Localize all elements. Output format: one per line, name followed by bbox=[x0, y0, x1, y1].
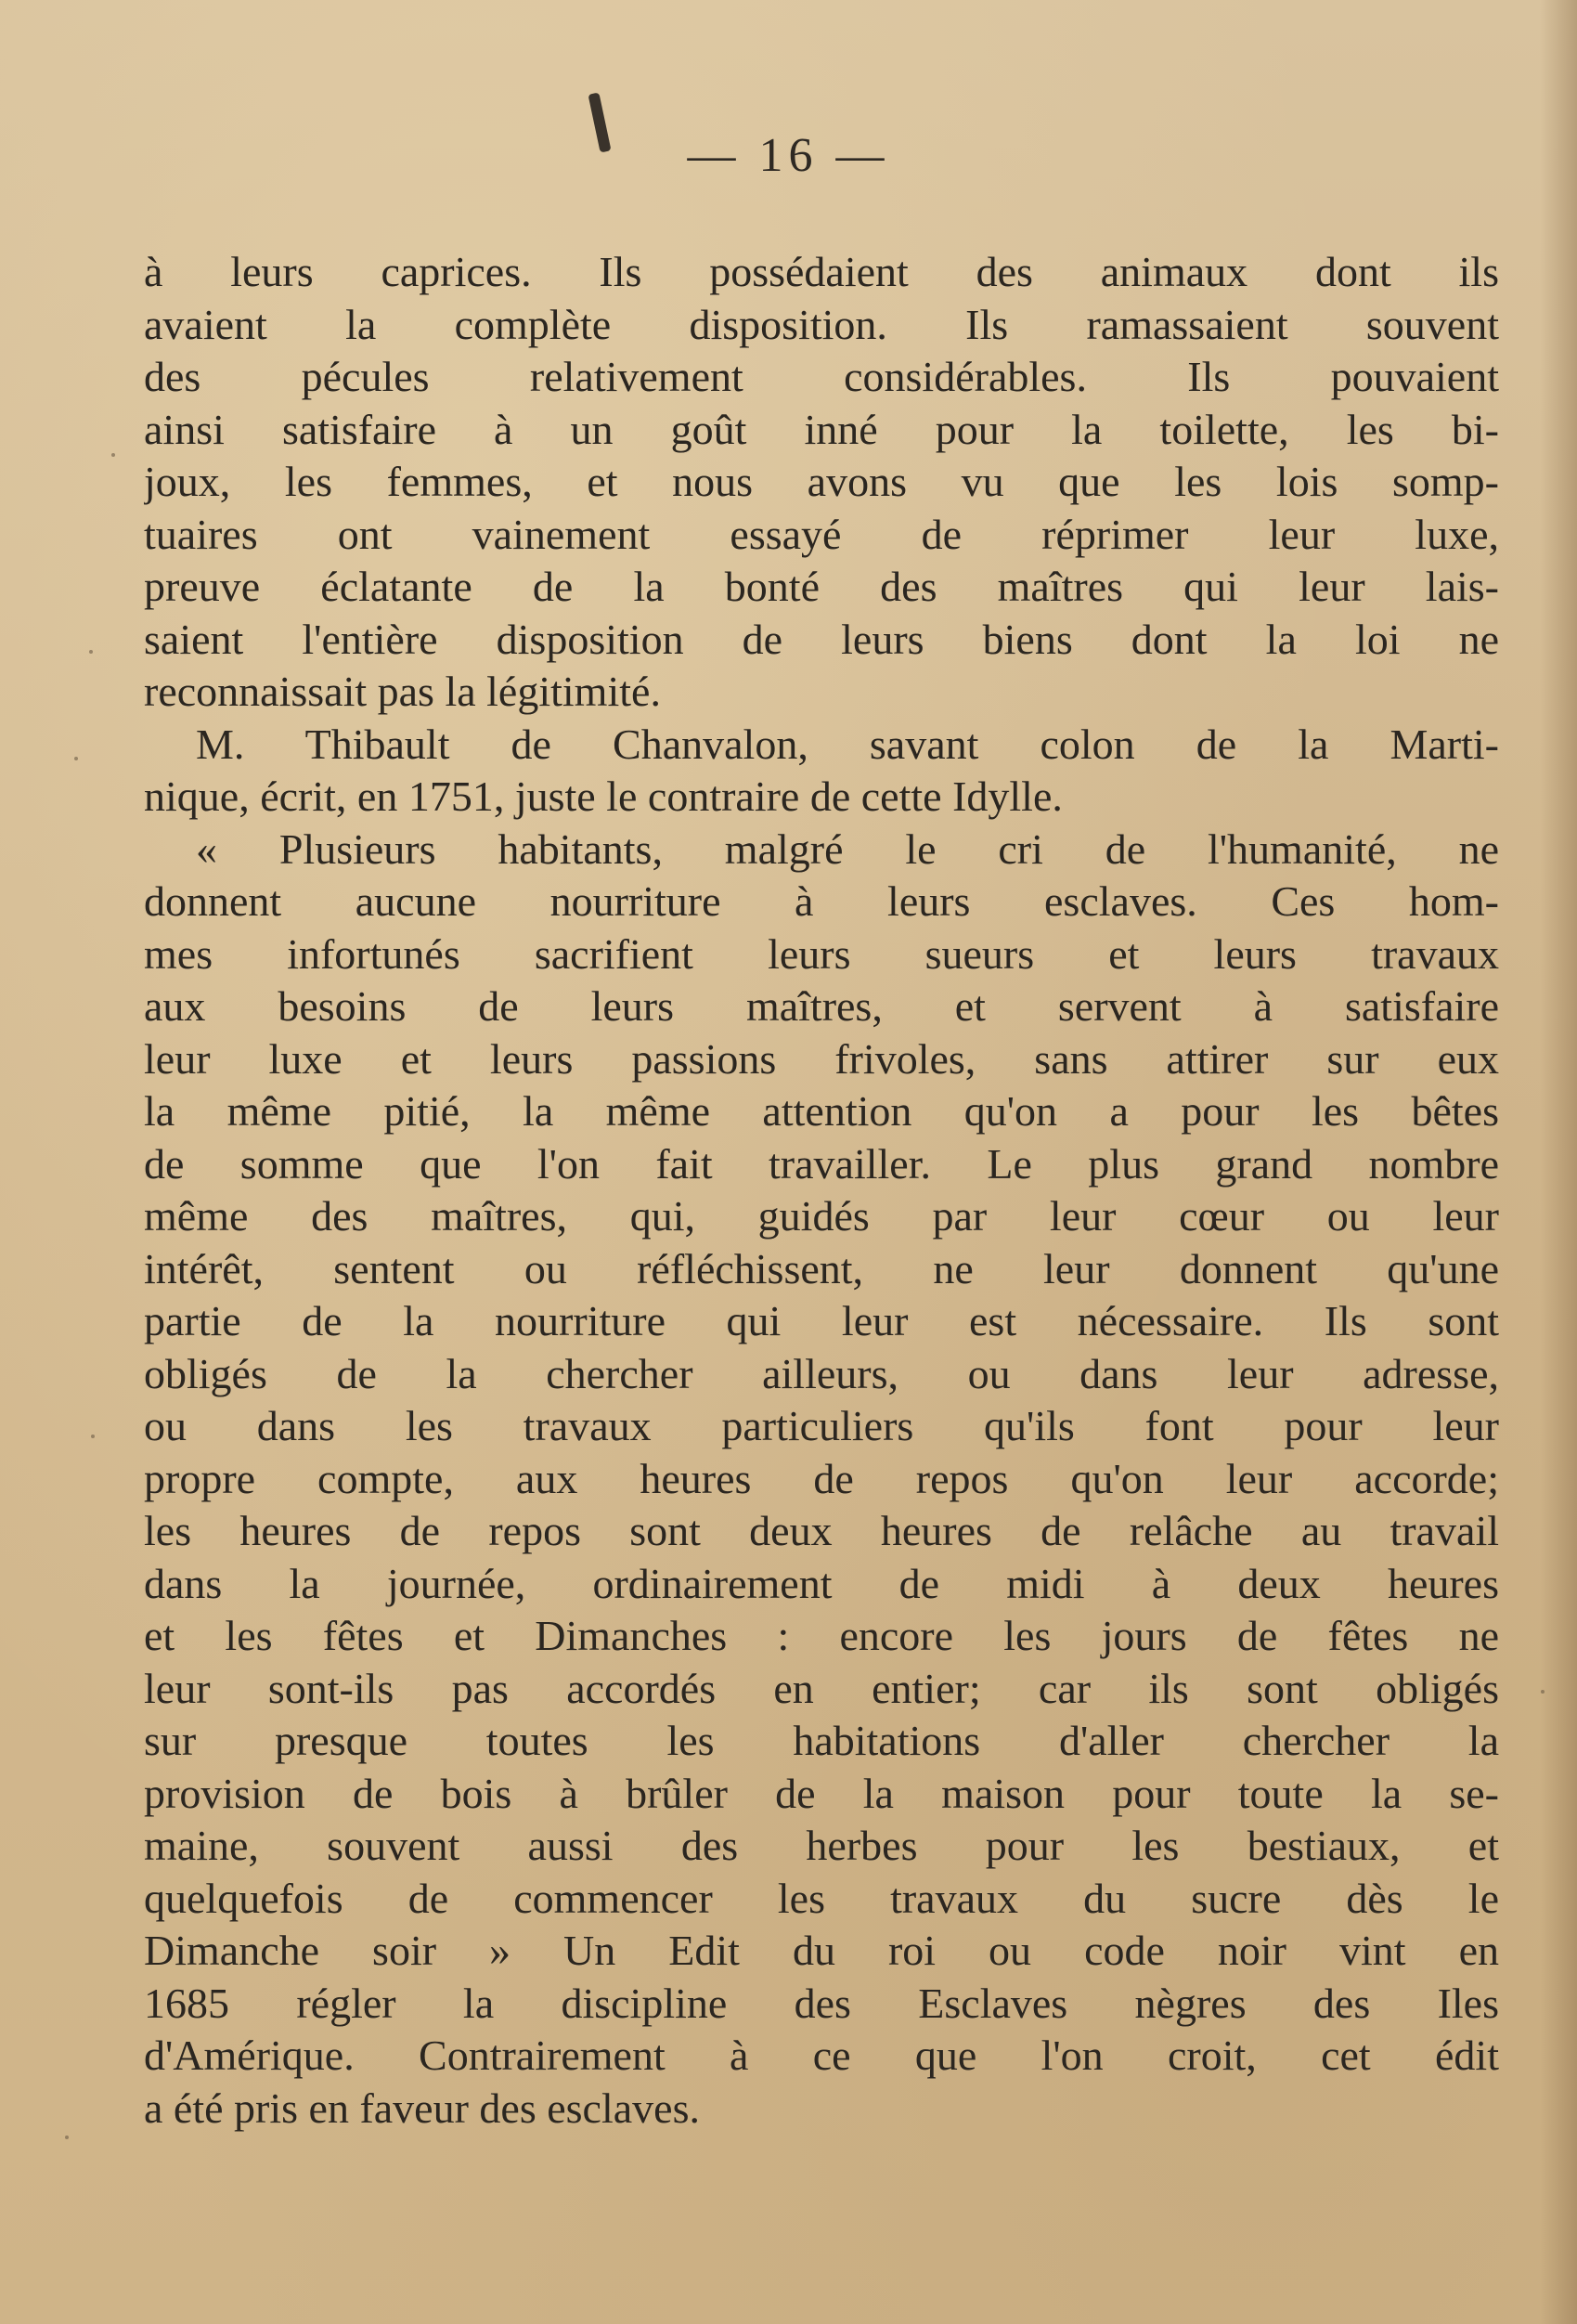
text-line: Dimanche soir » Un Edit du roi ou code noir vint en bbox=[144, 1927, 1499, 1974]
text-line: et les fêtes et Dimanches : encore les jours de fêtes ne bbox=[144, 1612, 1499, 1659]
text-line: saient l'entière disposition de leurs biens dont la loi ne bbox=[144, 615, 1499, 663]
text-line: partie de la nourriture qui leur est nécessaire. Ils sont bbox=[144, 1297, 1499, 1344]
text-line: aux besoins de leurs maîtres, et servent à satisfaire bbox=[144, 982, 1499, 1030]
text-line: donnent aucune nourriture à leurs esclaves. Ces hom- bbox=[144, 877, 1499, 925]
text-line: joux, les femmes, et nous avons vu que les lois somp- bbox=[144, 458, 1499, 505]
paper-speck bbox=[1541, 1690, 1545, 1694]
text-line: à leurs caprices. Ils possédaient des animaux dont ils bbox=[144, 248, 1499, 295]
text-line: leur sont-ils pas accordés en entier; car ils sont obligés bbox=[144, 1664, 1499, 1712]
text-line: avaient la complète disposition. Ils ramassaient souvent bbox=[144, 300, 1499, 348]
text-line: des pécules relativement considérables. Ils pouvaient bbox=[144, 353, 1499, 400]
text-line: sur presque toutes les habitations d'aller chercher la bbox=[144, 1717, 1499, 1764]
text-line: les heures de repos sont deux heures de relâche au travail bbox=[144, 1507, 1499, 1554]
text-line: de somme que l'on fait travailler. Le plus grand nombre bbox=[144, 1139, 1499, 1188]
body-text bbox=[144, 246, 1499, 2135]
paper-speck bbox=[65, 2136, 69, 2139]
text-line: ainsi satisfaire à un goût inné pour la toilette, les bi- bbox=[144, 405, 1499, 453]
text-line: leur luxe et leurs passions frivoles, sans attirer sur eux bbox=[144, 1034, 1499, 1083]
text-line: tuaires ont vainement essayé de réprimer leur luxe, bbox=[144, 510, 1499, 558]
text-line: reconnaissait pas la légitimité. bbox=[144, 668, 661, 715]
text-line: intérêt, sentent ou réfléchissent, ne leur donnent qu'une bbox=[144, 1244, 1499, 1292]
text-line: quelquefois de commencer les travaux du sucre dès le bbox=[144, 1874, 1499, 1922]
page-edge-shadow bbox=[1540, 0, 1577, 2324]
text-line: « Plusieurs habitants, malgré le cri de l'humanité, ne bbox=[196, 824, 1499, 873]
text-line: ou dans les travaux particuliers qu'ils font pour leur bbox=[144, 1402, 1499, 1449]
text-line: d'Amérique. Contrairement à ce que l'on croit, cet édit bbox=[144, 2032, 1499, 2079]
text-line: a été pris en faveur des esclaves. bbox=[144, 2084, 700, 2132]
text-line: 1685 régler la discipline des Esclaves nègres des Iles bbox=[144, 1979, 1499, 2027]
text-line: même des maîtres, qui, guidés par leur cœur ou leur bbox=[144, 1192, 1499, 1240]
text-line: la même pitié, la même attention qu'on a pour les bêtes bbox=[144, 1087, 1499, 1135]
paper-speck bbox=[89, 650, 93, 654]
text-line: preuve éclatante de la bonté des maîtres qui leur lais- bbox=[144, 563, 1499, 610]
text-line: mes infortunés sacrifient leurs sueurs et leurs travaux bbox=[144, 929, 1499, 978]
paper-speck bbox=[91, 1435, 95, 1438]
paper-speck bbox=[111, 453, 115, 457]
text-line: dans la journée, ordinairement de midi à deux heures bbox=[144, 1559, 1499, 1607]
text-line: maine, souvent aussi des herbes pour les bestiaux, et bbox=[144, 1822, 1499, 1869]
text-line: propre compte, aux heures de repos qu'on leur accorde; bbox=[144, 1454, 1499, 1502]
text-line: provision de bois à brûler de la maison pour toute la se- bbox=[144, 1769, 1499, 1817]
text-line: nique, écrit, en 1751, juste le contraire de cette Idylle. bbox=[144, 773, 1063, 820]
paper-speck bbox=[74, 757, 78, 760]
page-number: — 16 — bbox=[687, 129, 890, 182]
text-line: M. Thibault de Chanvalon, savant colon de la Marti- bbox=[196, 720, 1499, 768]
text-line: obligés de la chercher ailleurs, ou dans leur adresse, bbox=[144, 1349, 1499, 1397]
